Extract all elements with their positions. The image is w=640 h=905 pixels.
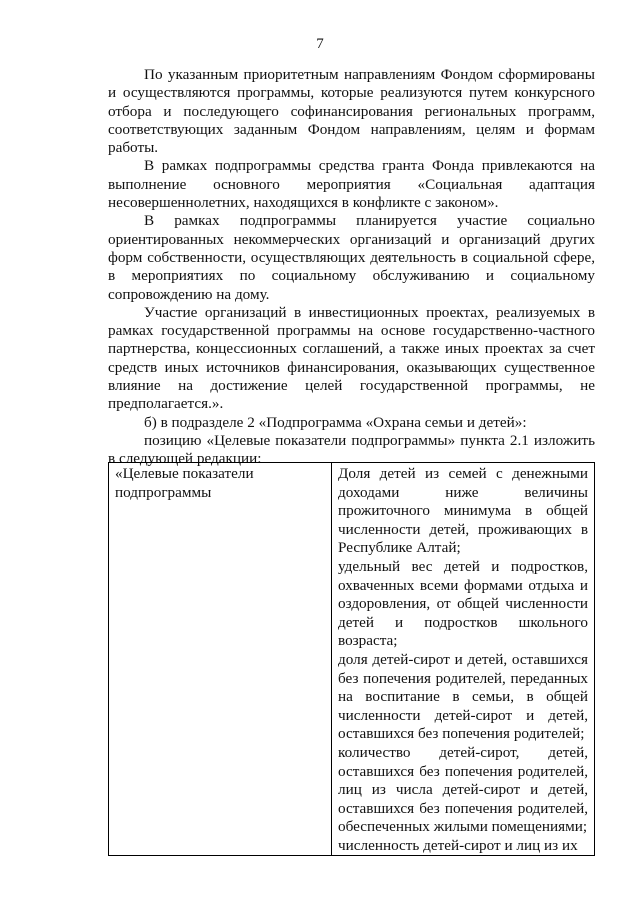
page-number: 7 (316, 36, 324, 52)
table-row (109, 463, 595, 856)
table-value-cell (332, 463, 595, 856)
indicator-item: количество детей-сирот, детей, оставшихся без попечения родителей, лиц из числа детей-сирот и детей, оставшихся без попечения родителей, обеспеченных жилыми помещениями; (338, 743, 588, 836)
paragraph-position: позицию «Целевые показатели подпрограммы» пункта 2.1 изложить в следующей редакции: (108, 431, 595, 468)
paragraph-participation: В рамках подпрограммы планируется участие социально ориентированных некоммерческих организаций и организаций других форм собственности, осуществляющих деятельность в социальной сфере, в мероприятиях по социальному обслуживанию и социальному сопровождению на дому. (108, 212, 595, 303)
indicator-item: доля детей-сирот и детей, оставшихся без попечения родителей, переданных на воспитание в семьи, в общей численности детей-сирот и детей, оставшихся без попечения родителей; (338, 650, 588, 743)
paragraph-grant: В рамках подпрограммы средства гранта Фонда привлекаются на выполнение основного мероприятия «Социальная адаптация несовершеннолетних, находящихся в конфликте с законом». (108, 157, 595, 212)
table-label-cell: «Целевые показатели подпрограммы (109, 463, 332, 856)
indicator-item: удельный вес детей и подростков, охваченных всеми формами отдыха и оздоровления, от общей численности детей и подростков школьного возраста; (338, 557, 588, 650)
target-indicators-table (108, 462, 595, 856)
indicator-item: численность детей-сирот и лиц из их (338, 836, 578, 854)
paragraph-subsection: б) в подразделе 2 «Подпрограмма «Охрана семьи и детей»: (144, 413, 527, 431)
paragraph-programs: По указанным приоритетным направлениям Фондом сформированы и осуществляются программы, которые реализуются путем конкурсного отбора и последующего софинансирования региональных программ, соответствующих заданным Фондом направлениям, целям и формам работы. (108, 66, 595, 157)
paragraph-investment: Участие организаций в инвестиционных проектах, реализуемых в рамках государственной программы на основе государственно-частного партнерства, концессионных соглашений, а также иных проектах за счет средств иных источников финансирования, оказывающих существенное влияние на достижение целей государственной программы, не предполагается.». (108, 303, 595, 413)
body-text (108, 66, 595, 469)
indicator-item: Доля детей из семей с денежными доходами ниже величины прожиточного минимума в общей численности детей, проживающих в Республике Алтай; (338, 465, 588, 557)
